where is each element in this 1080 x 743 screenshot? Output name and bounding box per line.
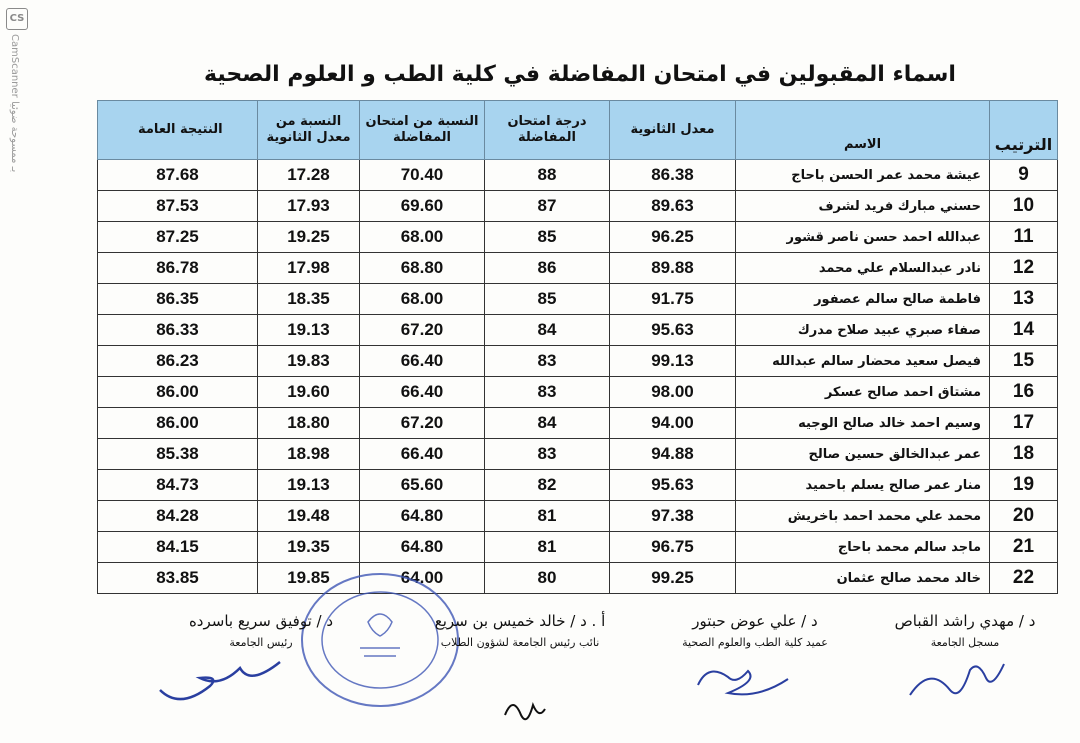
table-row xyxy=(98,222,1058,253)
cell-name: وسيم احمد خالد صالح الوجيه xyxy=(736,408,990,439)
header-exam-score: درجة امتحان المفاضلة xyxy=(485,101,610,160)
cell-secondary-percentage: 17.93 xyxy=(258,191,360,222)
table-row xyxy=(98,470,1058,501)
table-row xyxy=(98,501,1058,532)
cell-rank: 16 xyxy=(990,377,1058,408)
cell-exam-score: 85 xyxy=(485,284,610,315)
table-row xyxy=(98,439,1058,470)
table-row xyxy=(98,284,1058,315)
cell-rank: 10 xyxy=(990,191,1058,222)
header-exam-percentage: النسبة من امتحان المفاضلة xyxy=(360,101,485,160)
cell-exam-percentage: 68.80 xyxy=(360,253,485,284)
cell-total-result: 87.25 xyxy=(98,222,258,253)
cell-name: منار عمر صالح يسلم باحميد xyxy=(736,470,990,501)
cell-total-result: 86.23 xyxy=(98,346,258,377)
cell-name: محمد علي محمد احمد باخريش xyxy=(736,501,990,532)
cell-exam-score: 88 xyxy=(485,160,610,191)
cell-rank: 18 xyxy=(990,439,1058,470)
header-rank: الترتيب xyxy=(990,101,1058,160)
cell-exam-score: 85 xyxy=(485,222,610,253)
table-row xyxy=(98,315,1058,346)
cell-exam-percentage: 64.00 xyxy=(360,563,485,594)
cell-total-result: 87.68 xyxy=(98,160,258,191)
cell-secondary-percentage: 19.13 xyxy=(258,470,360,501)
cell-name: حسني مبارك فريد لشرف xyxy=(736,191,990,222)
signatory-vice-president xyxy=(400,612,640,649)
cell-secondary-percentage: 17.98 xyxy=(258,253,360,284)
cell-exam-percentage: 67.20 xyxy=(360,408,485,439)
cell-secondary-average: 86.38 xyxy=(610,160,736,191)
cell-exam-score: 83 xyxy=(485,439,610,470)
cell-rank: 14 xyxy=(990,315,1058,346)
header-name: الاسم xyxy=(736,101,990,160)
cell-name: عيشة محمد عمر الحسن باحاج xyxy=(736,160,990,191)
signatory-role: رئيس الجامعة xyxy=(229,636,293,649)
cell-name: مشتاق احمد صالح عسكر xyxy=(736,377,990,408)
table-row xyxy=(98,160,1058,191)
cell-secondary-average: 99.25 xyxy=(610,563,736,594)
table-row xyxy=(98,532,1058,563)
cell-total-result: 84.28 xyxy=(98,501,258,532)
header-secondary-average: معدل الثانوية xyxy=(610,101,736,160)
cell-total-result: 83.85 xyxy=(98,563,258,594)
cell-secondary-percentage: 19.60 xyxy=(258,377,360,408)
cell-total-result: 85.38 xyxy=(98,439,258,470)
signatory-role: نائب رئيس الجامعة لشؤون الطلاب xyxy=(440,636,600,649)
cell-secondary-percentage: 18.98 xyxy=(258,439,360,470)
cell-exam-score: 87 xyxy=(485,191,610,222)
signatory-registrar xyxy=(870,612,1060,649)
cell-exam-percentage: 70.40 xyxy=(360,160,485,191)
cell-rank: 21 xyxy=(990,532,1058,563)
table-row xyxy=(98,253,1058,284)
cell-total-result: 86.00 xyxy=(98,377,258,408)
cell-rank: 15 xyxy=(990,346,1058,377)
cell-name: نادر عبدالسلام علي محمد xyxy=(736,253,990,284)
signatory-dean xyxy=(650,612,860,649)
admissions-table xyxy=(97,100,1058,594)
table-body xyxy=(98,160,1058,594)
cell-total-result: 86.78 xyxy=(98,253,258,284)
cell-rank: 11 xyxy=(990,222,1058,253)
cell-secondary-average: 89.88 xyxy=(610,253,736,284)
cell-rank: 19 xyxy=(990,470,1058,501)
cell-secondary-percentage: 19.13 xyxy=(258,315,360,346)
cell-rank: 13 xyxy=(990,284,1058,315)
cell-exam-percentage: 66.40 xyxy=(360,439,485,470)
cell-total-result: 86.35 xyxy=(98,284,258,315)
cell-total-result: 87.53 xyxy=(98,191,258,222)
handwritten-signature-dean xyxy=(690,655,800,705)
cell-name: صفاء صبري عبيد صلاح مدرك xyxy=(736,315,990,346)
cell-exam-score: 84 xyxy=(485,315,610,346)
cell-rank: 22 xyxy=(990,563,1058,594)
table-row xyxy=(98,563,1058,594)
document-title: اسماء المقبولين في امتحان المفاضلة في كلية الطب و العلوم الصحية xyxy=(204,62,956,87)
cell-name: فيصل سعيد محضار سالم عبدالله xyxy=(736,346,990,377)
cell-secondary-percentage: 17.28 xyxy=(258,160,360,191)
cell-rank: 12 xyxy=(990,253,1058,284)
table-row xyxy=(98,346,1058,377)
signatory-name: أ . د / خالد خميس بن سريع xyxy=(434,612,606,630)
cell-secondary-average: 91.75 xyxy=(610,284,736,315)
cell-rank: 17 xyxy=(990,408,1058,439)
cell-exam-percentage: 66.40 xyxy=(360,346,485,377)
cell-exam-score: 82 xyxy=(485,470,610,501)
signatory-role: عميد كلية الطب والعلوم الصحية xyxy=(682,636,828,649)
handwritten-signature-vice-president xyxy=(500,690,550,730)
cell-secondary-percentage: 18.80 xyxy=(258,408,360,439)
cell-total-result: 86.33 xyxy=(98,315,258,346)
cell-name: عبدالله احمد حسن ناصر قشور xyxy=(736,222,990,253)
cell-exam-score: 83 xyxy=(485,346,610,377)
signatory-role: مسجل الجامعة xyxy=(930,636,1000,649)
cell-secondary-percentage: 18.35 xyxy=(258,284,360,315)
cell-exam-percentage: 67.20 xyxy=(360,315,485,346)
cell-secondary-average: 89.63 xyxy=(610,191,736,222)
table-header-row xyxy=(98,101,1058,160)
cell-rank: 9 xyxy=(990,160,1058,191)
table-row xyxy=(98,191,1058,222)
cell-exam-percentage: 68.00 xyxy=(360,284,485,315)
cell-secondary-percentage: 19.25 xyxy=(258,222,360,253)
cell-secondary-percentage: 19.85 xyxy=(258,563,360,594)
signatory-name: د / مهدي راشد القباص xyxy=(894,612,1036,630)
cell-name: ماجد سالم محمد باحاج xyxy=(736,532,990,563)
cell-exam-percentage: 64.80 xyxy=(360,532,485,563)
cell-secondary-percentage: 19.35 xyxy=(258,532,360,563)
cell-secondary-average: 94.00 xyxy=(610,408,736,439)
cell-secondary-average: 95.63 xyxy=(610,315,736,346)
cell-total-result: 84.15 xyxy=(98,532,258,563)
cell-secondary-average: 96.75 xyxy=(610,532,736,563)
cell-secondary-average: 99.13 xyxy=(610,346,736,377)
cell-secondary-average: 98.00 xyxy=(610,377,736,408)
cell-secondary-average: 97.38 xyxy=(610,501,736,532)
header-total-result: النتيجة العامة xyxy=(98,101,258,160)
cell-total-result: 86.00 xyxy=(98,408,258,439)
cell-exam-percentage: 65.60 xyxy=(360,470,485,501)
cell-exam-score: 81 xyxy=(485,532,610,563)
cell-exam-score: 83 xyxy=(485,377,610,408)
cell-exam-percentage: 66.40 xyxy=(360,377,485,408)
cell-secondary-average: 96.25 xyxy=(610,222,736,253)
cell-exam-score: 80 xyxy=(485,563,610,594)
signatory-name: د / علي عوض حبتور xyxy=(692,612,818,630)
camscanner-logo: CS xyxy=(6,8,28,30)
scanner-watermark: CamScanner بـ ممسوحة ضوئيا xyxy=(9,34,20,173)
cell-exam-score: 81 xyxy=(485,501,610,532)
cell-name: خالد محمد صالح عثمان xyxy=(736,563,990,594)
cell-secondary-percentage: 19.83 xyxy=(258,346,360,377)
cell-exam-score: 84 xyxy=(485,408,610,439)
cell-exam-percentage: 64.80 xyxy=(360,501,485,532)
cell-secondary-average: 94.88 xyxy=(610,439,736,470)
cell-rank: 20 xyxy=(990,501,1058,532)
signatory-name: د / توفيق سريع باسرده xyxy=(188,612,334,630)
cell-exam-percentage: 68.00 xyxy=(360,222,485,253)
cell-name: فاطمة صالح سالم عصفور xyxy=(736,284,990,315)
table-row xyxy=(98,377,1058,408)
cell-secondary-average: 95.63 xyxy=(610,470,736,501)
cell-exam-percentage: 69.60 xyxy=(360,191,485,222)
table-row xyxy=(98,408,1058,439)
signature-block xyxy=(100,612,1060,662)
cell-name: عمر عبدالخالق حسين صالح xyxy=(736,439,990,470)
cell-secondary-percentage: 19.48 xyxy=(258,501,360,532)
cell-exam-score: 86 xyxy=(485,253,610,284)
signatory-president xyxy=(130,612,392,649)
header-secondary-percentage: النسبة من معدل الثانوية xyxy=(258,101,360,160)
cell-total-result: 84.73 xyxy=(98,470,258,501)
